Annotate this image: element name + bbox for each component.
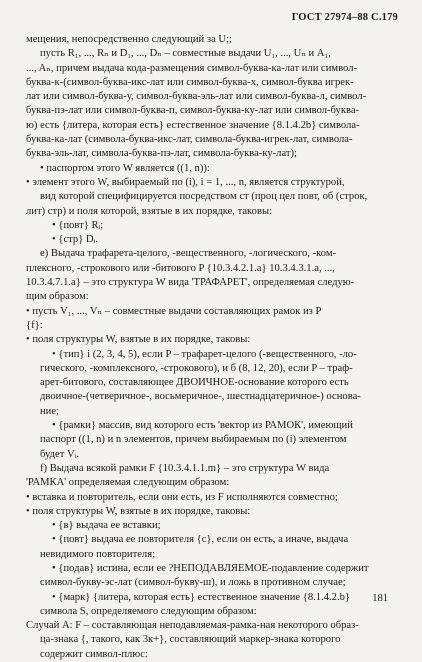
text-line: • {повт} выдача ее повторителя {c}, если он есть, а иначе, выдача (52, 534, 349, 546)
text-line: буква-ка-лат (символа-буква-икс-лат, символа-буква-игрек-лат, символа- (26, 134, 353, 146)
text-line: • {рамки} массив, вид которого есть 'вектор из РАМОК', имеющий (52, 420, 353, 432)
text-line: • поля структуры W, взятые в их порядке, таковы: (26, 505, 251, 517)
text-line: паспорт ((1, n) и n элементов, причем выбираемым по (i) элементом (40, 434, 347, 446)
text-line: • {тип} і (2, 3, 4, 5), если P – трафарет-целого (-вещественного, -ло- (52, 348, 357, 360)
text-line: 10.3.4.7.1.a} – это структура W вида 'ТРАФАРЕТ', определяемая следую- (26, 277, 355, 289)
text-line: пусть R₁, ..., Rₙ и D₁, ..., Dₙ – совместные выдачи U₁, ..., Uₙ и A₁, (40, 48, 331, 60)
page-number: 181 (372, 593, 388, 604)
text-line: буква-пэ-лат или символ-буква-п, символ-буква-ку-лат или символ-буква- (26, 105, 360, 117)
text-line: 'РАМКА' определяемая следующим образом: (26, 477, 230, 489)
text-line: ца-знака {, такого, как 3к+}, составляющий маркер-знака которого (40, 634, 341, 646)
text-line: • пусть V₁, ..., Vₙ – совместные выдачи составляющих рамок из P (26, 305, 322, 317)
body-text (26, 33, 404, 662)
text-line: • паспортом этого W является ((1, n)): (40, 162, 210, 174)
text-line: Случай A: F – составляющая неподавляемая-рамка-ная некоторого образ- (26, 620, 359, 632)
text-line: • {в} выдача ее вставки; (52, 520, 161, 532)
text-line: лит) стр) и поля которой, взятые в их порядке, таковы: (26, 205, 273, 217)
text-line: • вставка и повторитель, если они есть, из F исполняются совместно; (26, 491, 338, 503)
text-line: • {подав} истина, если ее ?НЕПОДАВЛЯЕМОЕ-подавление содержит (52, 562, 369, 574)
text-line: • {марк} {литера, которая есть} естественное значение {8.1.4.2.b} (52, 591, 351, 603)
text-line: {f}: (26, 319, 43, 331)
text-line: двоичное-(четверичное-, восьмеричное-, шестнадцатеричное-) основа- (40, 391, 361, 403)
text-line: • поля структуры W, взятые в их порядке, таковы: (26, 334, 251, 346)
text-line: плексного, -строкового или -битового P {10.3.4.2.1.a} 10.3.4.3.1.a, ..., (26, 262, 335, 274)
text-line: вид которой специфицируется посредством ст (проц цел повт, об (строк, (40, 191, 368, 203)
text-line: будет Vᵢ. (40, 448, 80, 460)
text-line: невидимого повторителя; (40, 548, 156, 560)
text-line: мещения, непосредственно следующий за U;; (26, 34, 232, 45)
text-line: содержит символ-плюс: (40, 648, 148, 660)
text-line: щим образом: (26, 291, 89, 303)
text-line: лат или символ-буква-у, символ-буква-эль-лат или символ-буква-л, символ- (26, 91, 367, 103)
text-line: гического, -комплексного, -строкового), и б (8, 12, 20), если P – траф- (40, 362, 353, 374)
text-line: буква-к-(символ-буква-икс-лат или символ-буква-х, символ-буква игрек- (26, 76, 354, 88)
text-line: ..., Aₙ, причем выдача кода-размещения символ-буква-ка-лат или символ- (26, 62, 358, 74)
text-line: символ-букву-эс-лат (символ-букву-ш), и ложь в противном случае; (40, 577, 346, 589)
text-line: символа S, определяемого следующим образом: (40, 605, 257, 617)
text-line: арет-битового, составляющее ДВОИЧНОЕ-основание которого есть (40, 377, 349, 389)
page-header: ГОСТ 27974–88 С.179 (291, 12, 398, 23)
text-line: ние; (40, 405, 59, 417)
text-line: f) Выдача всякой рамки F {10.3.4.1.1.m} – это структура W вида (40, 462, 330, 474)
text-line: • {повт} Rᵢ; (52, 219, 104, 231)
text-line: • {стр} Dᵢ. (52, 234, 98, 246)
text-line: буква-эль-лат, символа-буква-пэ-лат, символа-буква-ку-лат); (26, 148, 297, 160)
text-line: е) Выдача трафарета-целого, -вещественного, -логического, -ком- (40, 248, 337, 260)
text-line: • элемент этого W, выбираемый по (i), i = 1, ..., n, является структурой, (26, 176, 345, 188)
text-line: ю) есть {литера, которая есть} естественное значение {8.1.4.2b} символа- (26, 119, 360, 131)
